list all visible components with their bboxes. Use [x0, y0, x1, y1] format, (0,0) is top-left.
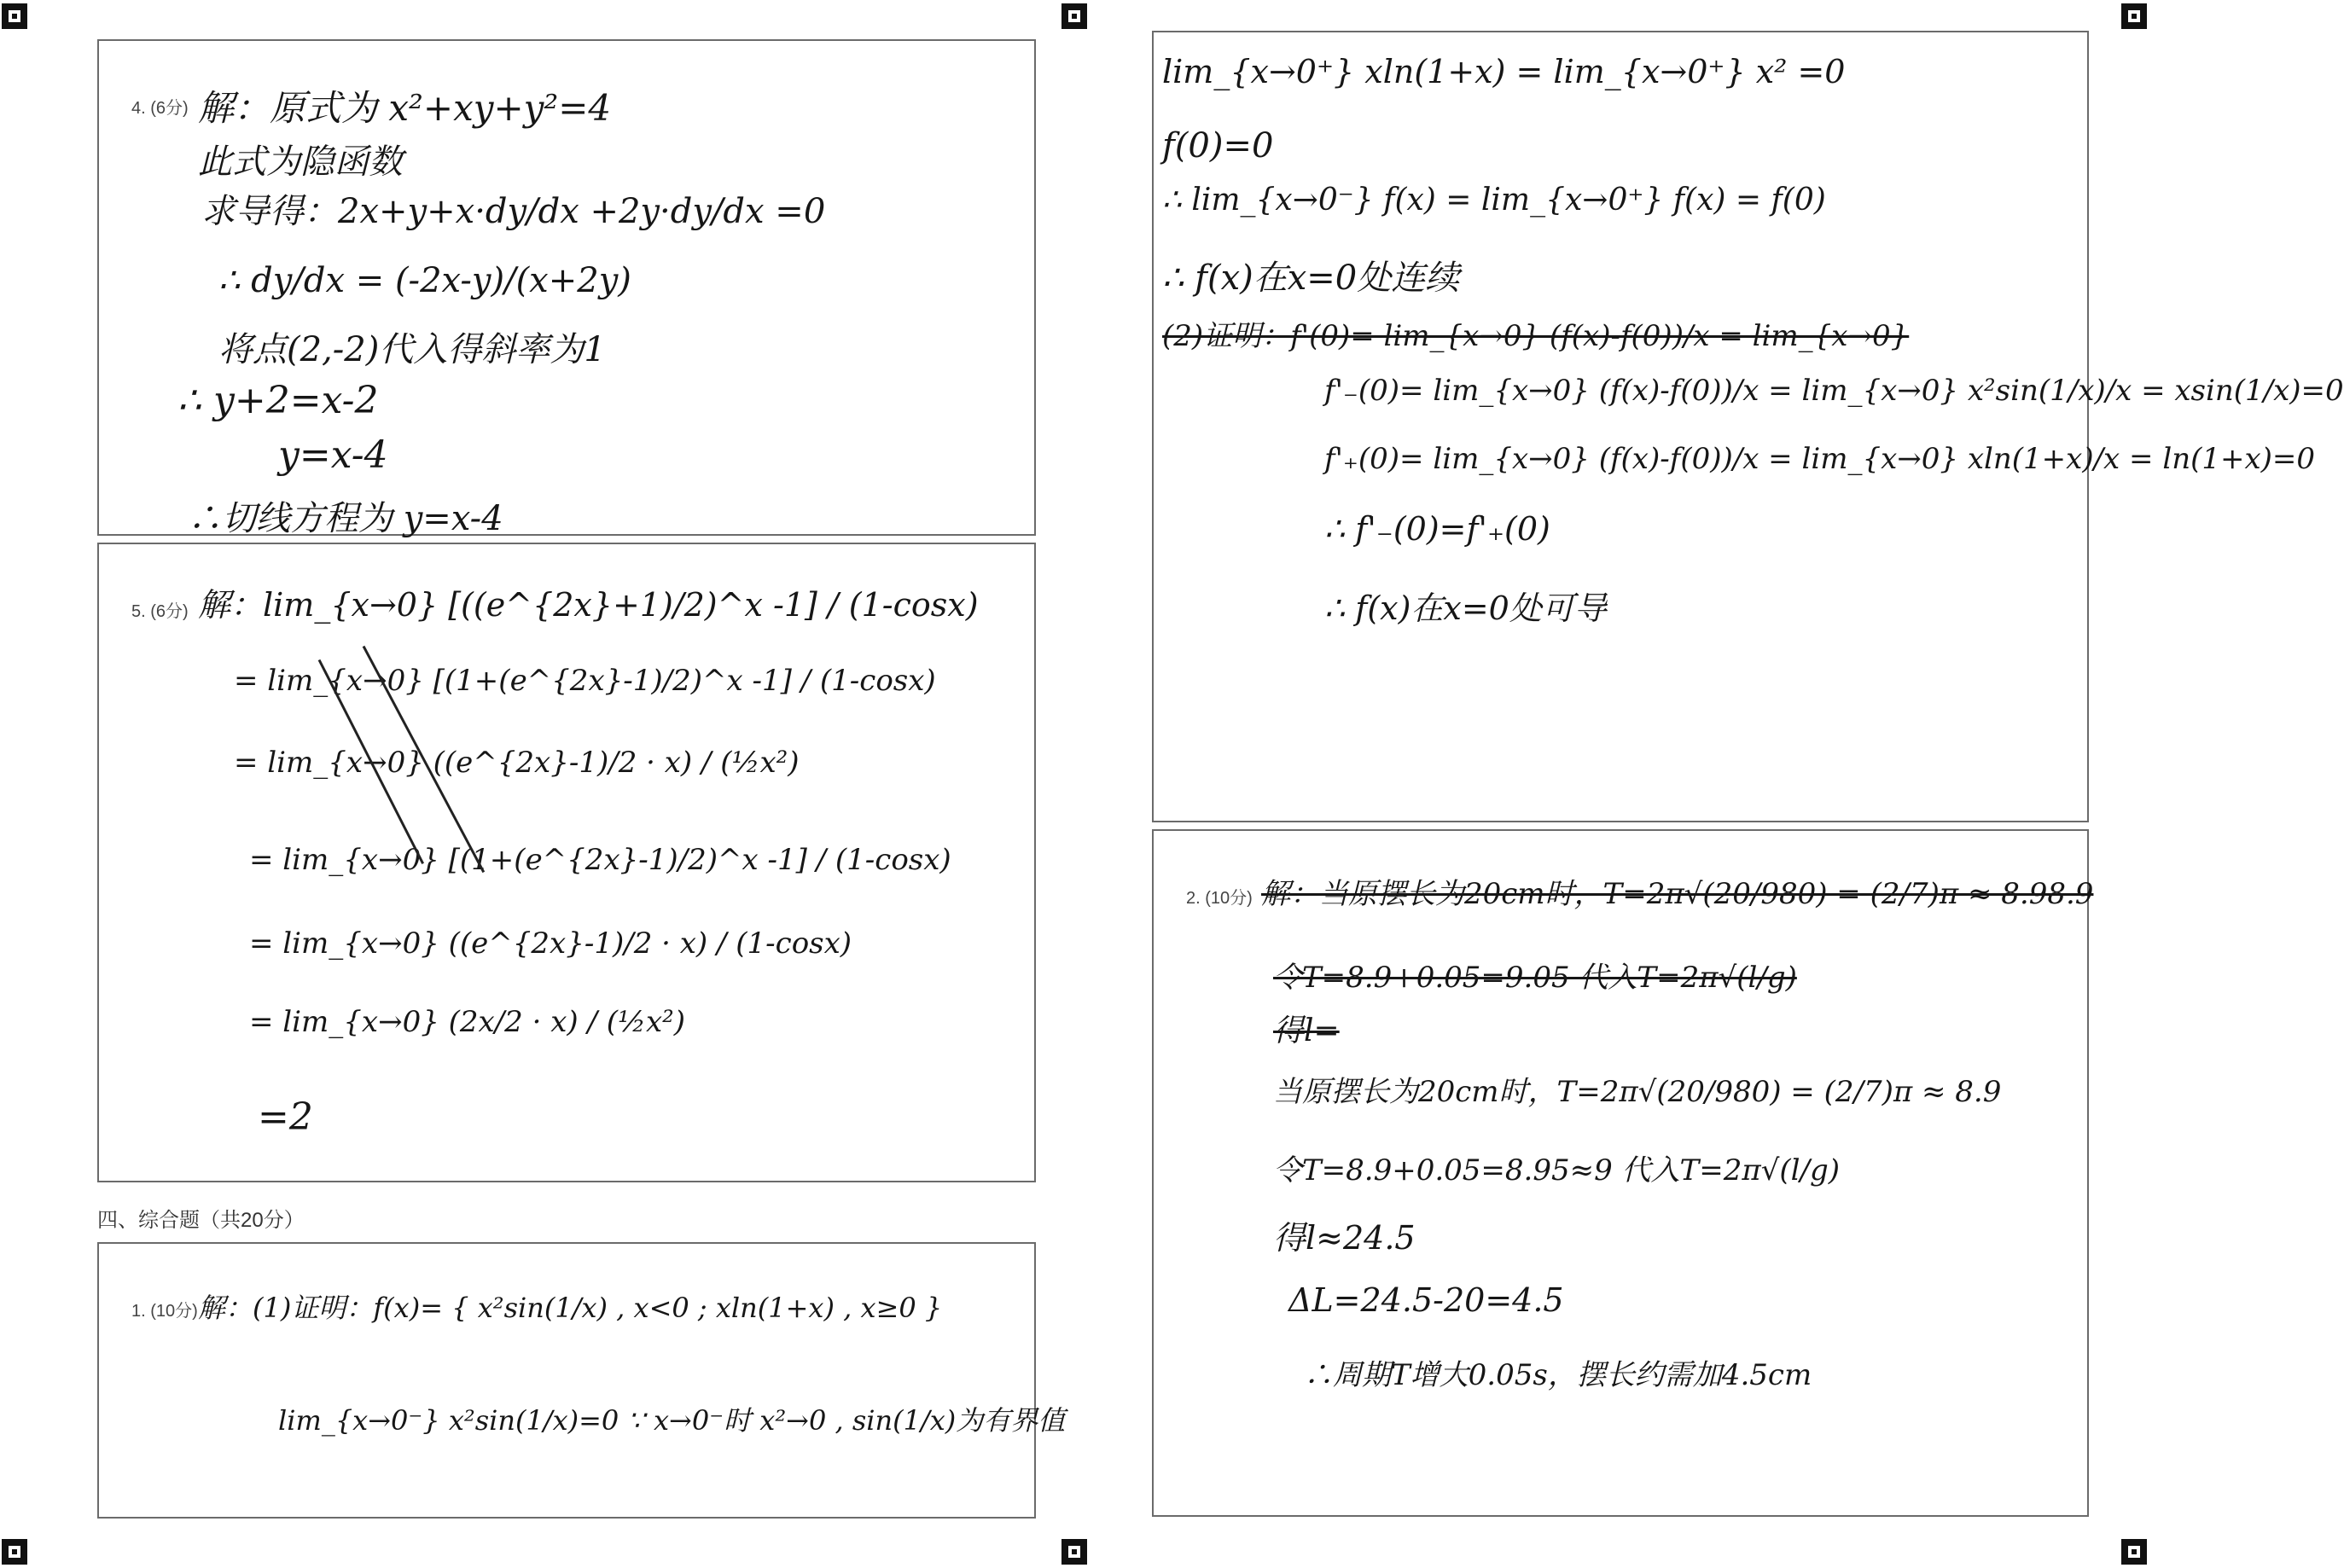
answer-line: 得l≈24.5	[1273, 1219, 1416, 1257]
section-title: 四、综合题（共20分）	[97, 1209, 305, 1232]
registration-marker-bottom-left	[2, 1539, 27, 1565]
answer-line: y=x-4	[278, 433, 388, 477]
answer-box-q2	[1152, 829, 2094, 1517]
answer-line: ∴ f(x)在x=0处可导	[1324, 589, 1607, 627]
answer-line: 解：lim_{x→0} [((e^{2x}+1)/2)^x -1] / (1-cosx)	[198, 586, 979, 624]
answer-box-q1	[97, 1242, 1066, 1519]
answer-line: ∴ f'₋(0)=f'₊(0)	[1324, 510, 1550, 548]
answer-line: ∴周期T增大0.05s，摆长约需加4.5cm	[1304, 1358, 1812, 1392]
answer-line: 此式为隐函数	[198, 142, 403, 182]
registration-marker-bottom-center	[1061, 1539, 1087, 1565]
answer-line: f'₊(0)= lim_{x→0} (f(x)-f(0))/x = lim_{x→0} xln(1+x)/x = ln(1+x)=0	[1324, 442, 2316, 476]
registration-marker-top-right	[2121, 3, 2147, 29]
answer-line: 解：原式为 x²+xy+y²=4	[198, 87, 612, 129]
crossed-out-line: (2)证明：f'(0)= lim_{x→0} (f(x)-f(0))/x = lim_{x→0}	[1162, 319, 1910, 353]
answer-line: lim_{x→0⁻} x²sin(1/x)=0 ∵ x→0⁻时 x²→0 , sin(1/x)为有界值	[278, 1404, 1066, 1437]
answer-line: = lim_{x→0} ((e^{2x}-1)/2 · x) / (1-cosx)	[249, 926, 852, 961]
marker-dot	[2132, 14, 2137, 19]
question-label: 2. (10分)	[1186, 889, 1253, 908]
answer-line: ∴ dy/dx = (-2x-y)/(x+2y)	[218, 261, 631, 300]
answer-box-q1-continued	[1152, 31, 2344, 822]
answer-line: =2	[258, 1095, 313, 1139]
answer-line: 当原摆长为20cm时，T=2π√(20/980) = (2/7)π ≈ 8.9	[1273, 1075, 2002, 1109]
answer-line: 求导得：2x+y+x·dy/dx +2y·dy/dx =0	[201, 192, 826, 231]
registration-marker-top-left	[2, 3, 27, 29]
answer-box-q5	[97, 543, 1036, 1182]
crossed-out-line: 解：当原摆长为20cm时，T=2π√(20/980) = (2/7)π ≈ 8.98.9	[1261, 877, 2094, 911]
answer-line: ∴ f(x)在x=0处连续	[1162, 258, 1460, 298]
answer-line: 将点(2,-2)代入得斜率为1	[218, 330, 606, 369]
answer-line: lim_{x→0⁺} xln(1+x) = lim_{x→0⁺} x² =0	[1162, 53, 1846, 90]
registration-marker-top-center	[1061, 3, 1087, 29]
answer-line: = lim_{x→0} ((e^{2x}-1)/2 · x) / (½x²)	[234, 746, 800, 780]
marker-dot	[2132, 1549, 2137, 1554]
question-label: 4. (6分)	[131, 99, 189, 118]
answer-line: f'₋(0)= lim_{x→0} (f(x)-f(0))/x = lim_{x→0} x²sin(1/x)/x = xsin(1/x)=0	[1324, 374, 2344, 408]
answer-line: = lim_{x→0} (2x/2 · x) / (½x²)	[249, 1005, 686, 1039]
answer-line: ∴ lim_{x→0⁻} f(x) = lim_{x→0⁺} f(x) = f(0)	[1162, 183, 1826, 218]
answer-line: ΔL=24.5-20=4.5	[1288, 1281, 1564, 1319]
question-label: 5. (6分)	[131, 602, 189, 621]
marker-dot	[12, 1549, 17, 1554]
crossed-out-line: 得l=	[1273, 1013, 1340, 1048]
marker-dot	[12, 14, 17, 19]
answer-line: ∴切线方程为 y=x-4	[188, 499, 503, 538]
answer-line: 解：(1)证明：f(x)= { x²sin(1/x) , x<0 ; xln(1+x) , x≥0 }	[198, 1292, 943, 1324]
answer-line: ∴ y+2=x-2	[177, 379, 379, 422]
answer-line: f(0)=0	[1162, 126, 1274, 166]
question-label: 1. (10分)	[131, 1302, 198, 1321]
answer-box-q4	[97, 39, 1036, 536]
answer-line: = lim_{x→0} [(1+(e^{2x}-1)/2)^x -1] / (1-cosx)	[234, 664, 936, 698]
marker-dot	[1072, 1549, 1077, 1554]
answer-line: = lim_{x→0} [(1+(e^{2x}-1)/2)^x -1] / (1-cosx)	[249, 843, 951, 877]
marker-dot	[1072, 14, 1077, 19]
registration-marker-bottom-right	[2121, 1539, 2147, 1565]
crossed-out-line: 令T=8.9+0.05=9.05 代入T=2π√(l/g)	[1273, 961, 1797, 995]
answer-line: 令T=8.9+0.05=8.95≈9 代入T=2π√(l/g)	[1273, 1153, 1840, 1188]
